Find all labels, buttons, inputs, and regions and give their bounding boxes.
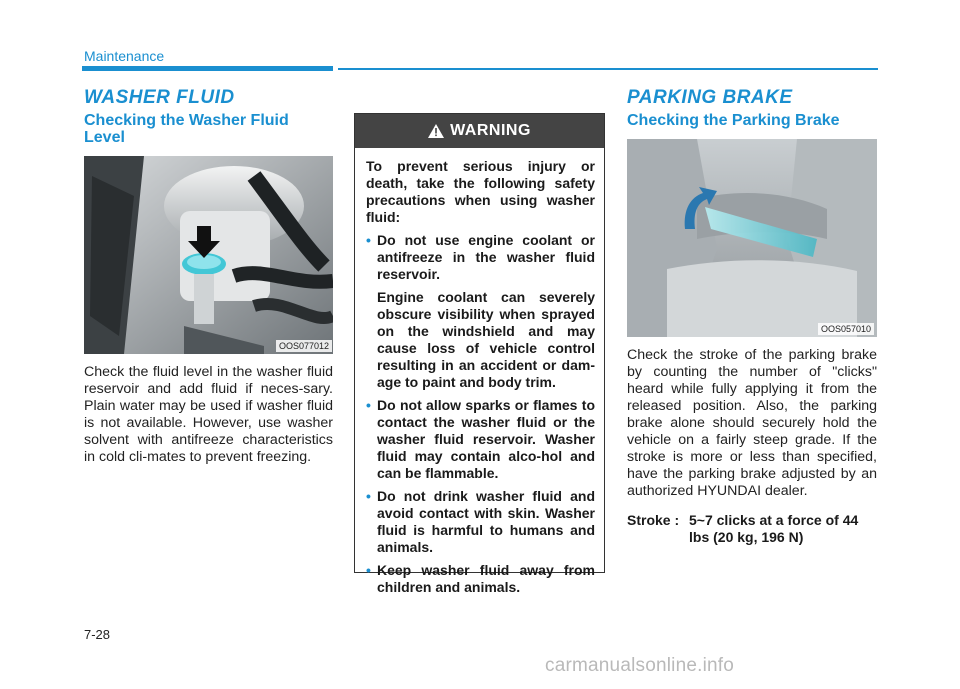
parking-brake-photo xyxy=(627,139,877,337)
warning-header xyxy=(355,114,604,148)
washer-fluid-body: Check the fluid level in the washer fluid reservoir and add fluid if neces-sary. Plain water may be used if washer fluid is not available. However, use washer solvent with antifreeze characteristics in cold cli-mates to prevent freezing. xyxy=(84,364,333,465)
engine-bay-illustration xyxy=(84,156,333,354)
warning-bullet: • Do not allow sparks or flames to contact the washer fluid or the washer fluid reservoir. Washer fluid may contain alco-hol and can be flammable. xyxy=(366,397,595,482)
stroke-label: Stroke : xyxy=(627,512,680,528)
stroke-value: 5~7 clicks at a force of 44 lbs (20 kg, 196 N) xyxy=(689,512,859,545)
warning-bullet: • Do not use engine coolant or antifreeze in the washer fluid reservoir. xyxy=(366,232,595,283)
washer-fluid-title: WASHER FLUID xyxy=(84,87,235,108)
section-label: Maintenance xyxy=(84,48,165,64)
warning-triangle-icon xyxy=(428,124,444,138)
parking-brake-illustration xyxy=(627,139,877,337)
warning-label: WARNING xyxy=(450,122,531,139)
header-rule-thin xyxy=(338,68,878,70)
washer-reservoir-photo xyxy=(84,156,333,354)
warning-intro: To prevent serious injury or death, take the following safety precautions when using washer fluid: xyxy=(366,158,595,225)
warning-bullet: • Keep washer fluid away from children and animals. xyxy=(366,562,595,596)
warning-body xyxy=(355,148,604,596)
warning-bullet-detail: Engine coolant can severely obscure visibility when sprayed on the windshield and may cause loss of vehicle control resulting in an accident or dam-age to paint and body trim. xyxy=(377,289,595,390)
parking-brake-title: PARKING BRAKE xyxy=(627,87,793,108)
parking-brake-body: Check the stroke of the parking brake by counting the number of "clicks" heard while fully applying it from the released position. Also, the parking brake alone should securely hold the vehicle on a fairly steep grade. If the stroke is more or less than specified, have the parking brake adjusted by an authorized HYUNDAI dealer. xyxy=(627,347,877,499)
parking-photo-caption: OOS057010 xyxy=(818,323,874,335)
washer-fluid-subhead: Checking the Washer Fluid Level xyxy=(84,112,289,146)
warning-bullet: • Do not drink washer fluid and avoid contact with skin. Washer fluid is harmful to humans and animals. xyxy=(366,488,595,556)
washer-photo-caption: OOS077012 xyxy=(276,340,332,352)
header-rule-thick xyxy=(82,66,333,71)
stroke-spec xyxy=(627,512,877,546)
parking-brake-subhead: Checking the Parking Brake xyxy=(627,112,840,129)
footer-watermark: carmanualsonline.info xyxy=(545,655,735,676)
page-number: 7-28 xyxy=(84,627,111,642)
warning-box xyxy=(354,113,605,595)
